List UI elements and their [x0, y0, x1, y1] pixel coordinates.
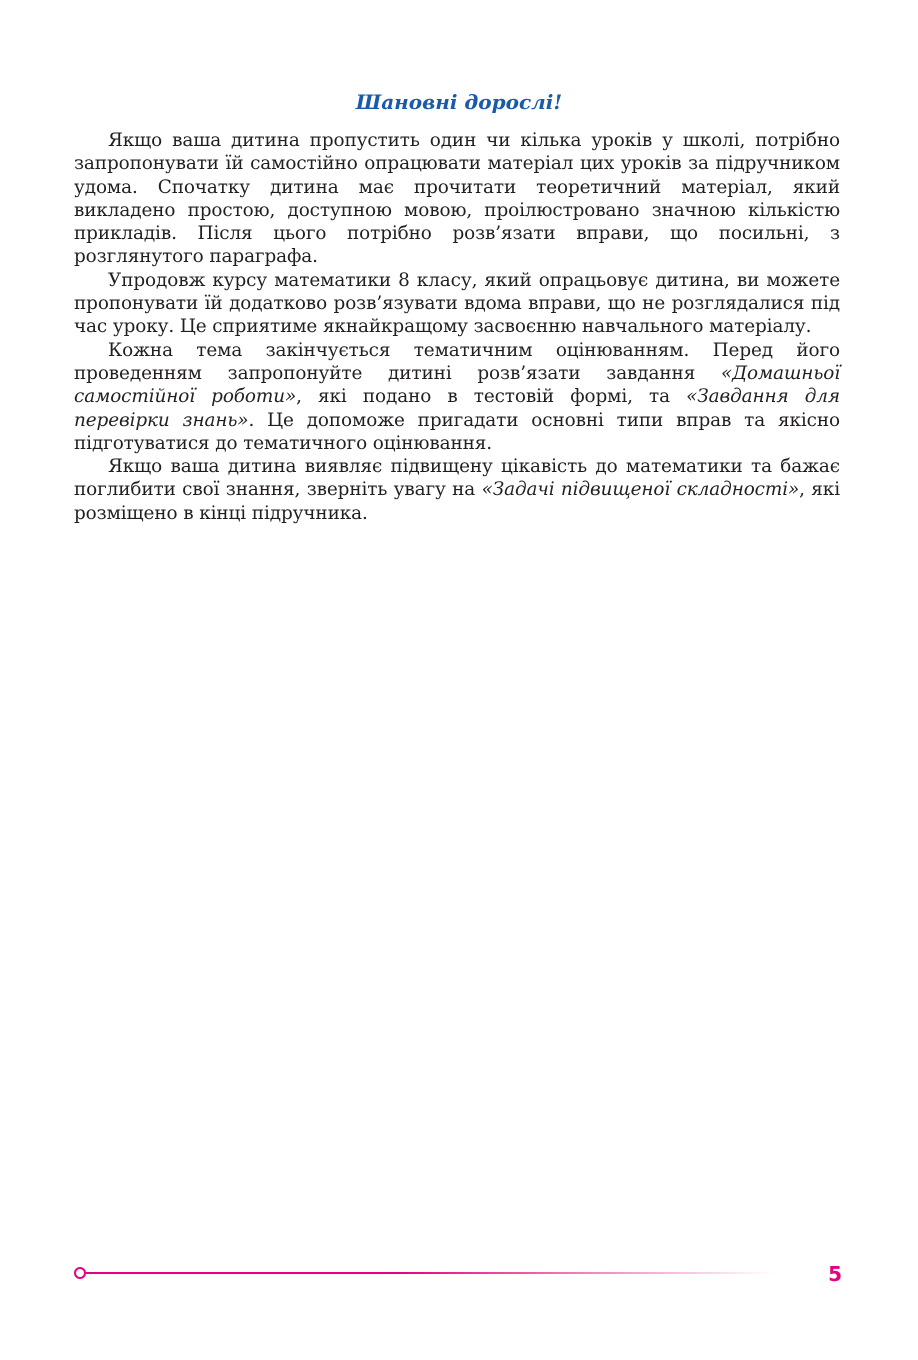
paragraph-text: Кожна тема закінчується тематичним оцінюванням. Перед його проведенням запропонуйте дитині розв’язати завдання: [74, 339, 840, 384]
page-title: Шановні дорослі!: [355, 90, 563, 114]
page-number: 5: [828, 1262, 842, 1286]
italic-reference-advanced-tasks: «Задачі підвищеної складності»: [481, 479, 800, 501]
paragraph-1: [74, 129, 840, 269]
italic-reference-knowledge-check: «Завдання для перевірки знань»: [74, 386, 840, 431]
paragraph-text: , які подано в тестовій формі, та: [296, 386, 687, 408]
italic-reference-homework: «Домашньої самостійної роботи»: [74, 362, 840, 408]
paragraph-3: [74, 339, 840, 455]
paragraph-2: [74, 269, 840, 339]
footer-divider: [86, 1272, 776, 1274]
body-text: [74, 129, 840, 525]
paragraph-text: , які розміщено в кінці підручника.: [74, 479, 840, 524]
footer-decoration: [74, 1267, 774, 1279]
paragraph-text: . Це допоможе пригадати основні типи вправ та якісно підготуватися до тематичного оцінювання.: [74, 409, 840, 454]
paragraph-text: Якщо ваша дитина виявляє підвищену цікавість до математики та бажає поглибити свої знання, зверніть увагу на: [74, 456, 840, 501]
footer-circle-icon: [74, 1267, 86, 1279]
paragraph-text: Якщо ваша дитина пропустить один чи кілька уроків у школі, потрібно запропонувати їй самостійно опрацювати матеріал цих уроків за підручником удома. Спочатку дитина має прочитати теоретичний матеріал, який викладено простою, доступною мовою, проілюстровано значною кількістю прикладів. Після цього потрібно розв’язати вправи, що посильні, з розглянутого параграфа.: [74, 130, 840, 268]
paragraph-4: [74, 455, 840, 525]
paragraph-text: Упродовж курсу математики 8 класу, який опрацьовує дитина, ви можете пропонувати їй додатково розв’язувати вдома вправи, що не розглядалися під час уроку. Це сприятиме якнайкращому засвоєнню навчального матеріалу.: [74, 269, 840, 338]
